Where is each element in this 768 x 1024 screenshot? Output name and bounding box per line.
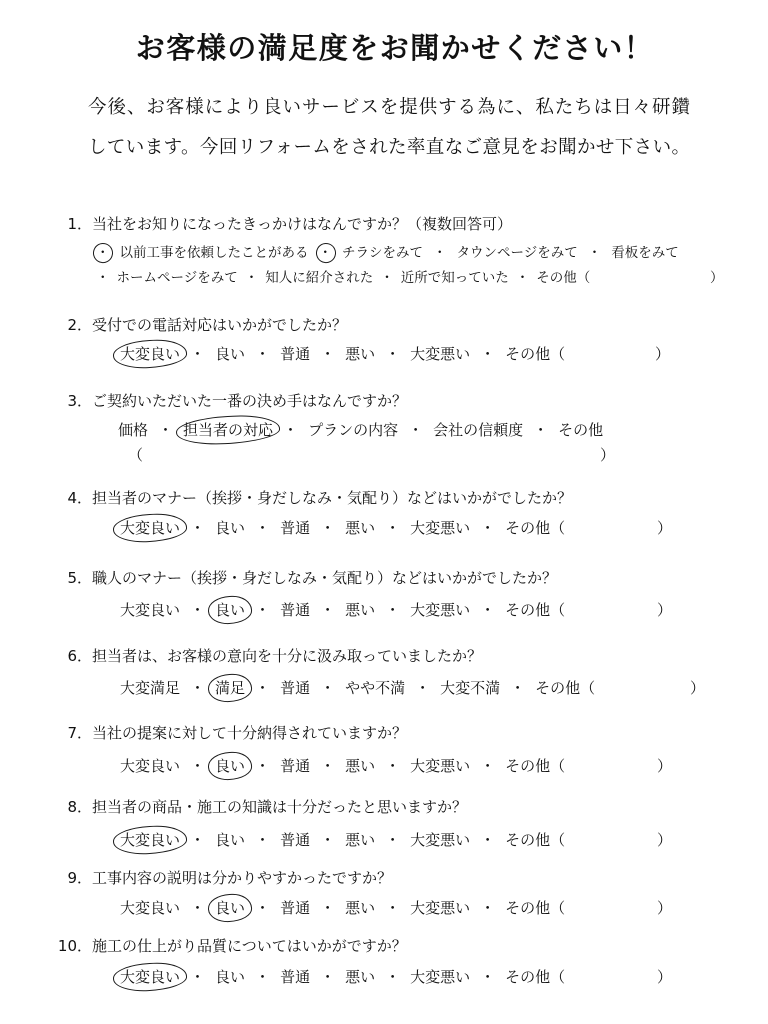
answer-option bbox=[280, 518, 310, 538]
option-bullet: ・ bbox=[255, 831, 271, 849]
answer-option bbox=[505, 344, 565, 364]
option-label: 普通 bbox=[280, 968, 311, 986]
option-label: 普通 bbox=[280, 757, 311, 775]
question-text: 施工の仕上がり品質についてはいかがですか？ bbox=[92, 937, 407, 955]
option-bullet-wrap bbox=[319, 243, 333, 263]
answer-option bbox=[505, 600, 565, 620]
paren-open: （ bbox=[576, 270, 591, 286]
option-label: 良い bbox=[215, 968, 246, 986]
option-bullet: ・ bbox=[385, 831, 401, 849]
option-bullet-wrap bbox=[480, 830, 495, 850]
option-label: 大変悪い bbox=[410, 757, 471, 775]
option-bullet-wrap bbox=[380, 268, 394, 288]
question-heading bbox=[0, 488, 768, 508]
answer-option bbox=[410, 518, 470, 538]
option-bullet: ・ bbox=[480, 519, 496, 537]
option-bullet: ・ bbox=[587, 245, 602, 261]
option-bullet: ・ bbox=[480, 831, 496, 849]
option-bullet-wrap bbox=[245, 268, 259, 288]
answer-option bbox=[401, 268, 509, 288]
page-title: お客様の満足度をお聞かせください！ bbox=[135, 31, 655, 65]
answer-option bbox=[280, 967, 310, 987]
option-label: 大変良い bbox=[120, 757, 181, 775]
option-bullet: ・ bbox=[255, 519, 271, 537]
option-bullet-wrap bbox=[320, 344, 335, 364]
answer-option bbox=[345, 830, 375, 850]
option-bullet: ・ bbox=[190, 968, 206, 986]
option-bullet: ・ bbox=[415, 679, 431, 697]
option-bullet: ・ bbox=[320, 345, 336, 363]
other-answer-line bbox=[128, 445, 616, 465]
intro-text-line: しています。今回リフォームをされた率直なご意見をお聞かせ下さい。 bbox=[88, 137, 690, 158]
option-bullet: ・ bbox=[255, 968, 271, 986]
option-row bbox=[96, 243, 679, 263]
paren-open: （ bbox=[550, 899, 566, 917]
answer-option bbox=[215, 756, 245, 776]
option-label: その他 bbox=[505, 601, 551, 619]
option-label: 大変良い bbox=[120, 831, 181, 849]
option-bullet: ・ bbox=[380, 270, 394, 286]
option-bullet-wrap bbox=[480, 756, 495, 776]
option-bullet-wrap bbox=[255, 898, 270, 918]
answer-option bbox=[345, 518, 375, 538]
option-bullet: ・ bbox=[255, 601, 271, 619]
answer-option bbox=[120, 756, 180, 776]
option-bullet-wrap bbox=[255, 830, 270, 850]
option-bullet: ・ bbox=[385, 968, 401, 986]
question-text: 工事内容の説明は分かりやすかったですか？ bbox=[92, 869, 393, 887]
option-label: 普通 bbox=[280, 601, 311, 619]
option-label: 良い bbox=[215, 831, 246, 849]
answer-option bbox=[535, 678, 595, 698]
option-bullet: ・ bbox=[96, 245, 110, 261]
answer-option bbox=[265, 268, 373, 288]
option-label: 担当者の対応 bbox=[183, 421, 274, 439]
option-bullet: ・ bbox=[385, 345, 401, 363]
option-label: 悪い bbox=[345, 899, 376, 917]
option-bullet-wrap bbox=[320, 830, 335, 850]
option-bullet-wrap bbox=[96, 268, 110, 288]
option-bullet: ・ bbox=[385, 757, 401, 775]
answer-option bbox=[215, 830, 245, 850]
paren-open: （ bbox=[550, 757, 566, 775]
option-bullet: ・ bbox=[190, 679, 206, 697]
option-bullet: ・ bbox=[190, 831, 206, 849]
option-bullet-wrap bbox=[255, 756, 270, 776]
option-bullet-wrap bbox=[385, 967, 400, 987]
question-text: 担当者のマナー（挨拶・身だしなみ・気配り）などはいかがでしたか？ bbox=[92, 489, 573, 507]
option-bullet-wrap bbox=[255, 344, 270, 364]
answer-option bbox=[183, 420, 273, 440]
option-bullet: ・ bbox=[510, 679, 526, 697]
option-label: 良い bbox=[215, 601, 246, 619]
question-number: 7． bbox=[67, 724, 92, 742]
paren-close: ） bbox=[657, 519, 673, 537]
answer-option bbox=[410, 344, 470, 364]
answer-option bbox=[120, 243, 309, 263]
question-text: 当社をお知りになったきっかけはなんですか？（複数回答可） bbox=[92, 215, 513, 233]
answer-option bbox=[280, 756, 310, 776]
answer-option bbox=[118, 420, 148, 440]
option-label: その他 bbox=[505, 345, 551, 363]
option-bullet-wrap bbox=[320, 898, 335, 918]
option-bullet: ・ bbox=[190, 345, 206, 363]
question-text: ご契約いただいた一番の決め手はなんですか？ bbox=[92, 392, 408, 410]
option-label: 良い bbox=[215, 519, 246, 537]
option-bullet: ・ bbox=[255, 757, 271, 775]
paren-close: ） bbox=[657, 831, 673, 849]
option-bullet: ・ bbox=[158, 421, 174, 439]
option-bullet: ・ bbox=[385, 519, 401, 537]
intro-text-line: 今後、お客様により良いサービスを提供する為に、私たちは日々研鑽 bbox=[88, 97, 690, 118]
option-label: 普通 bbox=[280, 345, 311, 363]
option-bullet: ・ bbox=[283, 421, 299, 439]
question-number: 8． bbox=[67, 798, 92, 816]
question-heading bbox=[0, 936, 768, 956]
answer-option bbox=[117, 268, 238, 288]
option-label: 普通 bbox=[280, 899, 311, 917]
option-label: 普通 bbox=[280, 831, 311, 849]
answer-option bbox=[120, 898, 180, 918]
option-label: やや不満 bbox=[345, 679, 406, 697]
option-bullet-wrap bbox=[255, 678, 270, 698]
answer-option bbox=[345, 898, 375, 918]
option-bullet-wrap bbox=[255, 600, 270, 620]
option-bullet: ・ bbox=[320, 968, 336, 986]
question-text: 職人のマナー（挨拶・身だしなみ・気配り）などはいかがでしたか？ bbox=[92, 569, 558, 587]
option-label: ホームページをみて bbox=[116, 270, 238, 286]
option-label: 大変良い bbox=[120, 968, 181, 986]
option-bullet: ・ bbox=[244, 270, 259, 286]
option-label: 普通 bbox=[280, 519, 311, 537]
option-row bbox=[120, 600, 673, 620]
option-bullet-wrap bbox=[385, 898, 400, 918]
option-label: プランの内容 bbox=[308, 421, 399, 439]
option-label: その他 bbox=[535, 679, 581, 697]
option-label: 大変良い bbox=[120, 519, 181, 537]
question-number: 9． bbox=[67, 869, 92, 887]
answer-option bbox=[558, 420, 603, 440]
option-bullet: ・ bbox=[255, 679, 271, 697]
paren-close: ） bbox=[657, 601, 673, 619]
answer-option bbox=[410, 830, 470, 850]
option-bullet-wrap bbox=[283, 420, 298, 440]
option-bullet: ・ bbox=[255, 345, 271, 363]
option-bullet: ・ bbox=[433, 245, 447, 261]
paren-close: ） bbox=[600, 446, 616, 464]
paren-open: （ bbox=[580, 679, 596, 697]
answer-option bbox=[505, 898, 565, 918]
answer-option bbox=[345, 967, 375, 987]
paren-close: ） bbox=[657, 899, 673, 917]
option-row bbox=[96, 268, 724, 288]
option-label: 知人に紹介された bbox=[265, 270, 374, 286]
option-label: 大変良い bbox=[120, 345, 181, 363]
paren-close: ） bbox=[655, 345, 671, 363]
option-label: 悪い bbox=[345, 757, 376, 775]
answer-option bbox=[120, 830, 180, 850]
paren-open: （ bbox=[128, 446, 144, 464]
answer-option bbox=[215, 678, 245, 698]
option-bullet-wrap bbox=[516, 268, 530, 288]
question-number: 1． bbox=[67, 215, 92, 233]
option-label: 満足 bbox=[215, 679, 246, 697]
answer-option bbox=[536, 268, 590, 288]
option-bullet: ・ bbox=[320, 831, 336, 849]
option-label: その他 bbox=[558, 421, 604, 439]
option-bullet-wrap bbox=[96, 243, 110, 263]
question-heading bbox=[0, 391, 768, 411]
answer-option bbox=[308, 420, 398, 440]
option-row bbox=[120, 518, 673, 538]
option-bullet: ・ bbox=[190, 899, 206, 917]
option-label: タウンページをみて bbox=[456, 245, 578, 261]
option-bullet-wrap bbox=[255, 518, 270, 538]
option-label: 看板をみて bbox=[611, 245, 679, 261]
option-bullet-wrap bbox=[190, 898, 205, 918]
option-label: 近所で知っていた bbox=[400, 270, 509, 286]
answer-option bbox=[505, 518, 565, 538]
option-label: 良い bbox=[215, 757, 246, 775]
question-heading bbox=[0, 568, 768, 588]
option-bullet: ・ bbox=[320, 899, 336, 917]
answer-option bbox=[215, 600, 245, 620]
option-bullet-wrap bbox=[190, 344, 205, 364]
option-bullet-wrap bbox=[255, 967, 270, 987]
answer-option bbox=[345, 756, 375, 776]
question-text: 当社の提案に対して十分納得されていますか？ bbox=[92, 724, 408, 742]
answer-option bbox=[410, 600, 470, 620]
option-bullet-wrap bbox=[158, 420, 173, 440]
option-label: 普通 bbox=[280, 679, 311, 697]
option-label: 大変悪い bbox=[410, 831, 471, 849]
option-row bbox=[120, 967, 673, 987]
option-bullet-wrap bbox=[385, 600, 400, 620]
answer-option bbox=[345, 678, 405, 698]
answer-option bbox=[280, 600, 310, 620]
option-label: その他 bbox=[505, 968, 551, 986]
answer-option bbox=[120, 967, 180, 987]
answer-option bbox=[440, 678, 500, 698]
paren-open: （ bbox=[550, 831, 566, 849]
option-bullet: ・ bbox=[96, 270, 110, 286]
paren-close: ） bbox=[710, 270, 724, 286]
option-label: その他 bbox=[536, 270, 577, 286]
option-row bbox=[120, 756, 673, 776]
option-label: 大変不満 bbox=[440, 679, 501, 697]
paren-close: ） bbox=[657, 968, 673, 986]
answer-option bbox=[215, 898, 245, 918]
option-label: その他 bbox=[505, 519, 551, 537]
option-bullet: ・ bbox=[320, 679, 336, 697]
question-heading bbox=[0, 868, 768, 888]
answer-option bbox=[280, 830, 310, 850]
answer-option bbox=[345, 344, 375, 364]
option-bullet-wrap bbox=[320, 967, 335, 987]
option-bullet: ・ bbox=[408, 421, 424, 439]
option-label: 大変悪い bbox=[410, 601, 471, 619]
answer-option bbox=[505, 967, 565, 987]
option-label: 大変悪い bbox=[410, 899, 471, 917]
option-bullet-wrap bbox=[190, 967, 205, 987]
option-bullet: ・ bbox=[320, 601, 336, 619]
question-heading bbox=[0, 723, 768, 743]
option-label: 大変良い bbox=[120, 899, 181, 917]
option-bullet: ・ bbox=[480, 345, 496, 363]
answer-option bbox=[120, 600, 180, 620]
answer-option bbox=[215, 967, 245, 987]
option-bullet: ・ bbox=[190, 519, 206, 537]
answer-option bbox=[410, 756, 470, 776]
answer-option bbox=[120, 518, 180, 538]
option-label: 会社の信頼度 bbox=[433, 421, 524, 439]
question-number: 5． bbox=[67, 569, 92, 587]
answer-option bbox=[410, 967, 470, 987]
answer-option bbox=[505, 830, 565, 850]
paren-open: （ bbox=[550, 345, 566, 363]
option-row bbox=[120, 344, 671, 364]
option-label: 悪い bbox=[345, 345, 376, 363]
option-label: 悪い bbox=[345, 519, 376, 537]
answer-option bbox=[280, 898, 310, 918]
option-bullet: ・ bbox=[515, 270, 530, 286]
question-heading bbox=[0, 315, 768, 335]
option-bullet: ・ bbox=[533, 421, 549, 439]
option-bullet-wrap bbox=[385, 756, 400, 776]
option-bullet-wrap bbox=[415, 678, 430, 698]
option-bullet: ・ bbox=[480, 968, 496, 986]
option-label: 大変満足 bbox=[120, 679, 181, 697]
option-label: 良い bbox=[215, 345, 246, 363]
option-bullet-wrap bbox=[320, 600, 335, 620]
option-bullet: ・ bbox=[318, 245, 332, 261]
paren-close: ） bbox=[657, 757, 673, 775]
option-label: 大変悪い bbox=[410, 345, 471, 363]
option-bullet-wrap bbox=[385, 518, 400, 538]
answer-option bbox=[215, 344, 245, 364]
option-bullet: ・ bbox=[480, 601, 496, 619]
answer-option bbox=[611, 243, 679, 263]
option-bullet: ・ bbox=[385, 899, 401, 917]
option-label: 価格 bbox=[118, 421, 149, 439]
option-bullet-wrap bbox=[533, 420, 548, 440]
option-label: 良い bbox=[215, 899, 246, 917]
question-number: 3． bbox=[67, 392, 92, 410]
answer-option bbox=[457, 243, 578, 263]
option-bullet: ・ bbox=[320, 757, 336, 775]
option-bullet-wrap bbox=[320, 678, 335, 698]
option-bullet: ・ bbox=[385, 601, 401, 619]
question-text: 担当者は、お客様の意向を十分に汲み取っていましたか？ bbox=[92, 647, 483, 665]
option-label: 悪い bbox=[345, 831, 376, 849]
option-bullet-wrap bbox=[588, 243, 602, 263]
option-label: 悪い bbox=[345, 968, 376, 986]
option-row bbox=[120, 898, 673, 918]
option-row bbox=[118, 420, 603, 440]
question-number: 4． bbox=[67, 489, 92, 507]
option-bullet-wrap bbox=[190, 600, 205, 620]
answer-option bbox=[345, 600, 375, 620]
answer-option bbox=[280, 344, 310, 364]
paren-open: （ bbox=[550, 519, 566, 537]
option-label: その他 bbox=[505, 899, 551, 917]
option-bullet: ・ bbox=[190, 757, 206, 775]
answer-option bbox=[410, 898, 470, 918]
option-label: 大変悪い bbox=[410, 519, 471, 537]
option-bullet-wrap bbox=[433, 243, 447, 263]
question-text: 担当者の商品・施工の知識は十分だったと思いますか？ bbox=[92, 798, 468, 816]
option-bullet-wrap bbox=[408, 420, 423, 440]
answer-option bbox=[505, 756, 565, 776]
option-row bbox=[120, 678, 706, 698]
option-label: その他 bbox=[505, 757, 551, 775]
question-number: 10． bbox=[57, 937, 92, 955]
answer-option bbox=[433, 420, 523, 440]
answer-option bbox=[342, 243, 423, 263]
option-bullet-wrap bbox=[480, 344, 495, 364]
answer-option bbox=[120, 344, 180, 364]
option-bullet-wrap bbox=[320, 518, 335, 538]
question-text: 受付での電話対応はいかがでしたか？ bbox=[92, 316, 348, 334]
option-label: 悪い bbox=[345, 601, 376, 619]
paren-open: （ bbox=[550, 601, 566, 619]
question-heading bbox=[0, 646, 768, 666]
answer-option bbox=[120, 678, 180, 698]
answer-option bbox=[215, 518, 245, 538]
option-label: チラシをみて bbox=[342, 245, 423, 261]
option-label: 大変良い bbox=[120, 601, 181, 619]
option-bullet-wrap bbox=[480, 518, 495, 538]
option-bullet: ・ bbox=[190, 601, 206, 619]
option-bullet: ・ bbox=[480, 757, 496, 775]
question-number: 6． bbox=[67, 647, 92, 665]
option-bullet-wrap bbox=[190, 518, 205, 538]
option-bullet: ・ bbox=[480, 899, 496, 917]
option-bullet-wrap bbox=[480, 967, 495, 987]
question-number: 2． bbox=[67, 316, 92, 334]
answer-option bbox=[280, 678, 310, 698]
option-label: その他 bbox=[505, 831, 551, 849]
option-bullet: ・ bbox=[320, 519, 336, 537]
option-label: 大変悪い bbox=[410, 968, 471, 986]
option-bullet-wrap bbox=[480, 898, 495, 918]
paren-close: ） bbox=[690, 679, 706, 697]
option-bullet-wrap bbox=[190, 678, 205, 698]
option-bullet-wrap bbox=[190, 756, 205, 776]
option-bullet-wrap bbox=[385, 830, 400, 850]
question-heading bbox=[0, 797, 768, 817]
option-bullet-wrap bbox=[385, 344, 400, 364]
option-bullet-wrap bbox=[320, 756, 335, 776]
option-bullet-wrap bbox=[480, 600, 495, 620]
option-row bbox=[120, 830, 673, 850]
question-heading bbox=[0, 214, 768, 234]
option-bullet: ・ bbox=[255, 899, 271, 917]
option-label: 以前工事を依頼したことがある bbox=[119, 245, 309, 261]
option-bullet-wrap bbox=[190, 830, 205, 850]
option-bullet-wrap bbox=[510, 678, 525, 698]
paren-open: （ bbox=[550, 968, 566, 986]
